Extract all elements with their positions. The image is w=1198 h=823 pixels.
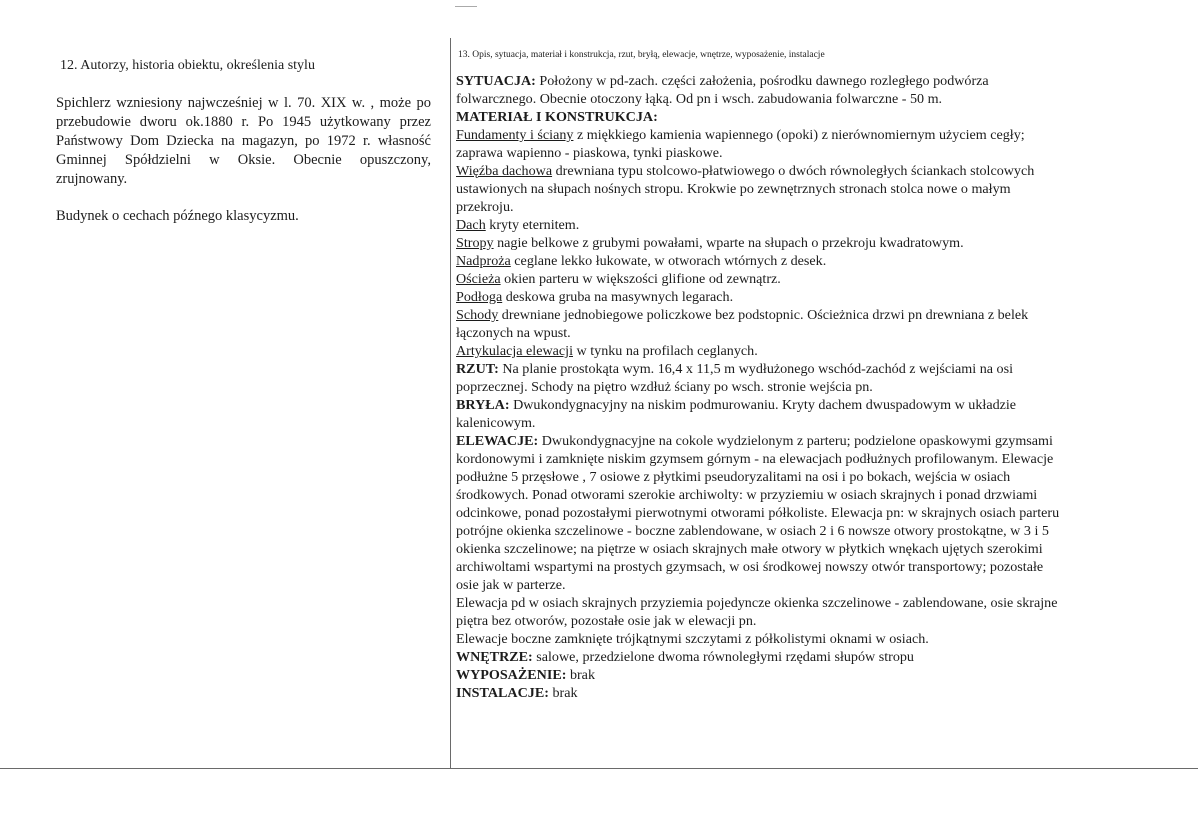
section-13-title: 13. Opis, sytuacja, materiał i konstrukcja, rzut, bryłą, elewacje, wnętrze, wyposażenie, instalacje: [458, 50, 825, 60]
section-12: [56, 56, 431, 226]
line-artykulacja: [456, 342, 1156, 360]
section-13: [456, 48, 1156, 702]
text: przekroju.: [456, 199, 514, 215]
line: [456, 414, 1156, 432]
text: brak: [566, 667, 595, 683]
line-stropy: [456, 234, 1156, 252]
style-paragraph: Budynek o cechach późnego klasycyzmu.: [56, 208, 299, 224]
text: Na planie prostokąta wym. 16,4 x 11,5 m wydłużonego wschód-zachód z wejściami na osi: [498, 361, 1013, 377]
text: salowe, przedzielone dwoma równoległymi rzędami słupów stropu: [532, 649, 914, 665]
line-wnetrze: [456, 648, 1156, 666]
text: okienka szczelinowe; na piętrze w osiach skrajnych małe otwory w płytkich wnękach ujętych szerokimi: [456, 541, 1043, 557]
line-rzut: [456, 360, 1156, 378]
text: drewniane jednobiegowe policzkowe bez podstopnic. Ościeżnica drzwi pn drewniana z belek: [498, 307, 1029, 323]
scan-mark: [455, 6, 477, 7]
section-12-title: 12. Autorzy, historia obiektu, określenia stylu: [60, 58, 315, 73]
text: zaprawa wapienno - piaskowa, tynki piaskowe.: [456, 145, 723, 161]
term-fundamenty: Fundamenty i ściany: [456, 127, 574, 143]
text: odcinkowe, ponad pozostałymi pierwotnymi otworami półkoliste. Elewacja pn: w skrajnych osiach parteru: [456, 505, 1060, 521]
line-wyposazenie: [456, 666, 1156, 684]
text: kordonowymi i zamknięte niskim gzymsem górnym - na elewacjach podłużnych profilowanym. Elewacje: [456, 451, 1054, 467]
term-nadproza: Nadproża: [456, 253, 511, 269]
heading-instalacje: INSTALACJE:: [456, 685, 549, 701]
line: [456, 486, 1156, 504]
text: ceglane lekko łukowate, w otworach wtórnych z desek.: [510, 253, 827, 269]
line-sytuacja: [456, 72, 1156, 90]
line: [456, 504, 1156, 522]
text: piętra bez otworów, pozostałe osie jak w elewacji pn.: [456, 613, 757, 629]
text: brak: [548, 685, 578, 701]
column-divider: [450, 38, 451, 768]
line: [456, 558, 1156, 576]
text: osie jak w parterze.: [456, 577, 566, 593]
text: kryty eternitem.: [485, 217, 580, 233]
term-artykulacja: Artykulacja elewacji: [456, 343, 573, 359]
text: folwarcznego. Obecnie otoczony łąką. Od pn i wsch. zabudowania folwarczne - 50 m.: [456, 91, 943, 107]
heading-elewacje: ELEWACJE:: [456, 433, 539, 449]
text: łączonych na wpust.: [456, 325, 571, 341]
text: Dwukondygnacyjny na niskim podmurowaniu. Kryty dachem dwuspadowym w układzie: [509, 397, 1017, 413]
heading-sytuacja: SYTUACJA:: [456, 73, 536, 89]
line-material: [456, 108, 1156, 126]
line: [456, 378, 1156, 396]
line: [456, 324, 1156, 342]
description-body: [456, 72, 1156, 702]
heading-wyposazenie: WYPOSAŻENIE:: [456, 667, 567, 683]
text: ustawionych na słupach nośnych stropu. Krokwie po zewnętrznych stronach stolca nowe o małym: [456, 181, 1011, 197]
line-bryla: [456, 396, 1156, 414]
text: w tynku na profilach ceglanych.: [573, 343, 758, 359]
text: Dwukondygnacyjne na cokole wydzielonym z parteru; podzielone opaskowymi gzymsami: [538, 433, 1053, 449]
text: podłużne 5 przęsłowe , 7 osiowe z płytkimi pseudoryzalitami na osi i po bokach, wejścia w osiach: [456, 469, 1011, 485]
line-elewacje: [456, 432, 1156, 450]
line: [456, 522, 1156, 540]
line: [456, 144, 1156, 162]
text: archiwoltami wspartymi na prostych gzymsach, w osi środkowej nowszy otwór transportowy; pozostałe: [456, 559, 1044, 575]
line: [456, 540, 1156, 558]
term-stropy: Stropy: [456, 235, 494, 251]
text: Położony w pd-zach. części założenia, pośrodku dawnego rozległego podwórza: [535, 73, 989, 89]
line-podloga: [456, 288, 1156, 306]
text: środkowych. Ponad otworami szerokie archiwolty: w przyziemiu w osiach skrajnych i ponad drzwiami: [456, 487, 1038, 503]
term-wiezba: Więźba dachowa: [456, 163, 553, 179]
line: [456, 468, 1156, 486]
line: [456, 198, 1156, 216]
line-oscieza: [456, 270, 1156, 288]
text: deskowa gruba na masywnych legarach.: [502, 289, 734, 305]
line: [456, 450, 1156, 468]
text: z miękkiego kamienia wapiennego (opoki) z nierównomiernym użyciem cegły;: [573, 127, 1025, 143]
bottom-rule: [0, 768, 1198, 769]
term-podloga: Podłoga: [456, 289, 503, 305]
text: Elewacje boczne zamknięte trójkątnymi szczytami z półkolistymi oknami w osiach.: [456, 631, 929, 647]
text: kalenicowym.: [456, 415, 536, 431]
text: poprzecznej. Schody na piętro wzdłuż ściany po wsch. stronie wejścia pn.: [456, 379, 873, 395]
line: [456, 90, 1156, 108]
text: potrójne okienka szczelinowe - boczne zablendowane, w osiach 2 i 6 nowsze otwory prostokątne, w 3 i 5: [456, 523, 1049, 539]
heading-bryla: BRYŁA:: [456, 397, 510, 413]
term-oscieza: Ościeża: [456, 271, 501, 287]
line: [456, 180, 1156, 198]
line-schody: [456, 306, 1156, 324]
line-nadproza: [456, 252, 1156, 270]
line: [456, 630, 1156, 648]
text: okien parteru w większości glifione od zewnątrz.: [500, 271, 781, 287]
term-schody: Schody: [456, 307, 499, 323]
line: [456, 612, 1156, 630]
text: Elewacja pd w osiach skrajnych przyziemia pojedyncze okienka szczelinowe - zablendowane, osie skrajne: [456, 595, 1058, 611]
line-wiezba: [456, 162, 1156, 180]
line-fundamenty: [456, 126, 1156, 144]
heading-wnetrze: WNĘTRZE:: [456, 649, 533, 665]
term-dach: Dach: [456, 217, 486, 233]
heading-material: MATERIAŁ I KONSTRUKCJA:: [456, 109, 658, 125]
line-instalacje: [456, 684, 1156, 702]
line: [456, 594, 1156, 612]
line-dach: [456, 216, 1156, 234]
history-paragraph: Spichlerz wzniesiony najwcześniej w l. 70. XIX w. , może po przebudowie dworu ok.1880 r. Po 1945 użytkowany przez Państwowy Dom Dziecka na magazyn, po 1972 r. własność Gminnej Spółdzielni w Oksie. Obecnie opuszczony, zrujnowany.: [56, 95, 431, 187]
line: [456, 576, 1156, 594]
text: drewniana typu stolcowo-płatwiowego o dwóch równoległych ściankach stolcowych: [552, 163, 1035, 179]
heading-rzut: RZUT:: [456, 361, 499, 377]
text: nagie belkowe z grubymi powałami, wparte na słupach o przekroju kwadratowym.: [493, 235, 964, 251]
